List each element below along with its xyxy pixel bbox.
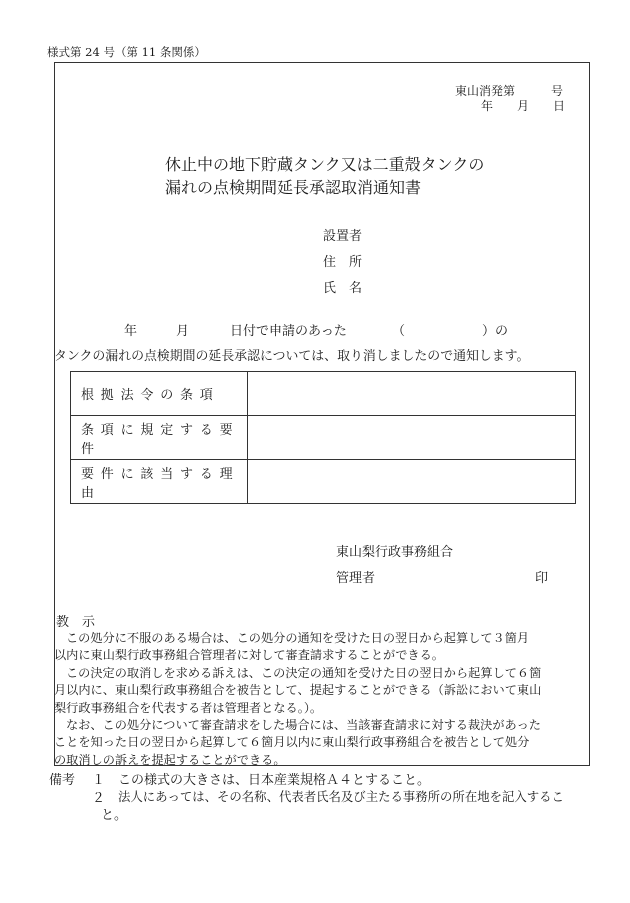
title-line-2: 漏れの点検期間延長承認取消通知書	[165, 178, 422, 197]
remark-number: ２	[92, 791, 106, 806]
table-row	[71, 460, 576, 504]
remark-number: １	[92, 773, 106, 788]
notice-heading: 教 示	[56, 615, 96, 630]
month-label: 月	[176, 324, 190, 339]
notice-line: なお、この処分について審査請求をした場合には、当該審査請求に対する裁決があった	[66, 718, 541, 732]
notification-sentence: タンクの漏れの点検期間の延長承認については、取り消しましたので通知します。	[54, 349, 530, 364]
reasons-table	[70, 371, 576, 504]
applied-text: 日付で申請のあった	[230, 324, 347, 339]
paren-open: （	[392, 324, 406, 339]
remarks-label: 備考	[49, 773, 76, 788]
title-line-1: 休止中の地下貯蔵タンク又は二重殻タンクの	[165, 155, 485, 174]
notice-line: 以内に東山梨行政事務組合管理者に対して審査請求することができる。	[54, 648, 444, 662]
notice-line: ことを知った日の翌日から起算して６箇月以内に東山梨行政事務組合を被告として処分	[54, 735, 530, 749]
notice-line: 梨行政事務組合を代表する者は管理者となる。）。	[54, 701, 323, 715]
notice-line: の取消しの訴えを提起することができる。	[54, 753, 286, 767]
table-row	[71, 372, 576, 416]
row-value-requirement	[248, 416, 576, 460]
address-label: 住 所	[323, 255, 363, 270]
notice-line: 月以内に、東山梨行政事務組合を被告として、提起することができる（訴訟において東山	[54, 683, 542, 697]
remark-text: 法人にあっては、その名称、代表者氏名及び主たる事務所の所在地を記入するこ	[118, 789, 564, 804]
form-number: 様式第 24 号（第 11 条関係）	[47, 45, 206, 59]
notice-line: この決定の取消しを求める訴えは、この決定の通知を受けた日の翌日から起算して６箇	[66, 666, 542, 680]
row-label-reason: 要件に該当する理由	[71, 460, 248, 504]
installer-label: 設置者	[323, 229, 363, 244]
remark-text: この様式の大きさは、日本産業規格Ａ４とすること。	[118, 773, 431, 788]
manager-label: 管理者	[336, 571, 376, 586]
issue-number: 東山消発第 号	[455, 84, 564, 98]
row-label-legal-basis: 根拠法令の条項	[71, 372, 248, 416]
row-label-requirement: 条項に規定する要件	[71, 416, 248, 460]
issuer-organization: 東山梨行政事務組合	[336, 545, 454, 560]
remark-continuation: と。	[101, 808, 128, 823]
paren-close: ）の	[482, 324, 509, 339]
row-value-reason	[248, 460, 576, 504]
row-value-legal-basis	[248, 372, 576, 416]
issue-date: 年 月 日	[481, 99, 566, 113]
seal-mark: 印	[535, 571, 549, 586]
name-label: 氏 名	[323, 281, 363, 296]
notice-line: この処分に不服のある場合は、この処分の通知を受けた日の翌日から起算して３箇月	[66, 631, 530, 645]
year-label: 年	[124, 324, 138, 339]
table-row	[71, 416, 576, 460]
